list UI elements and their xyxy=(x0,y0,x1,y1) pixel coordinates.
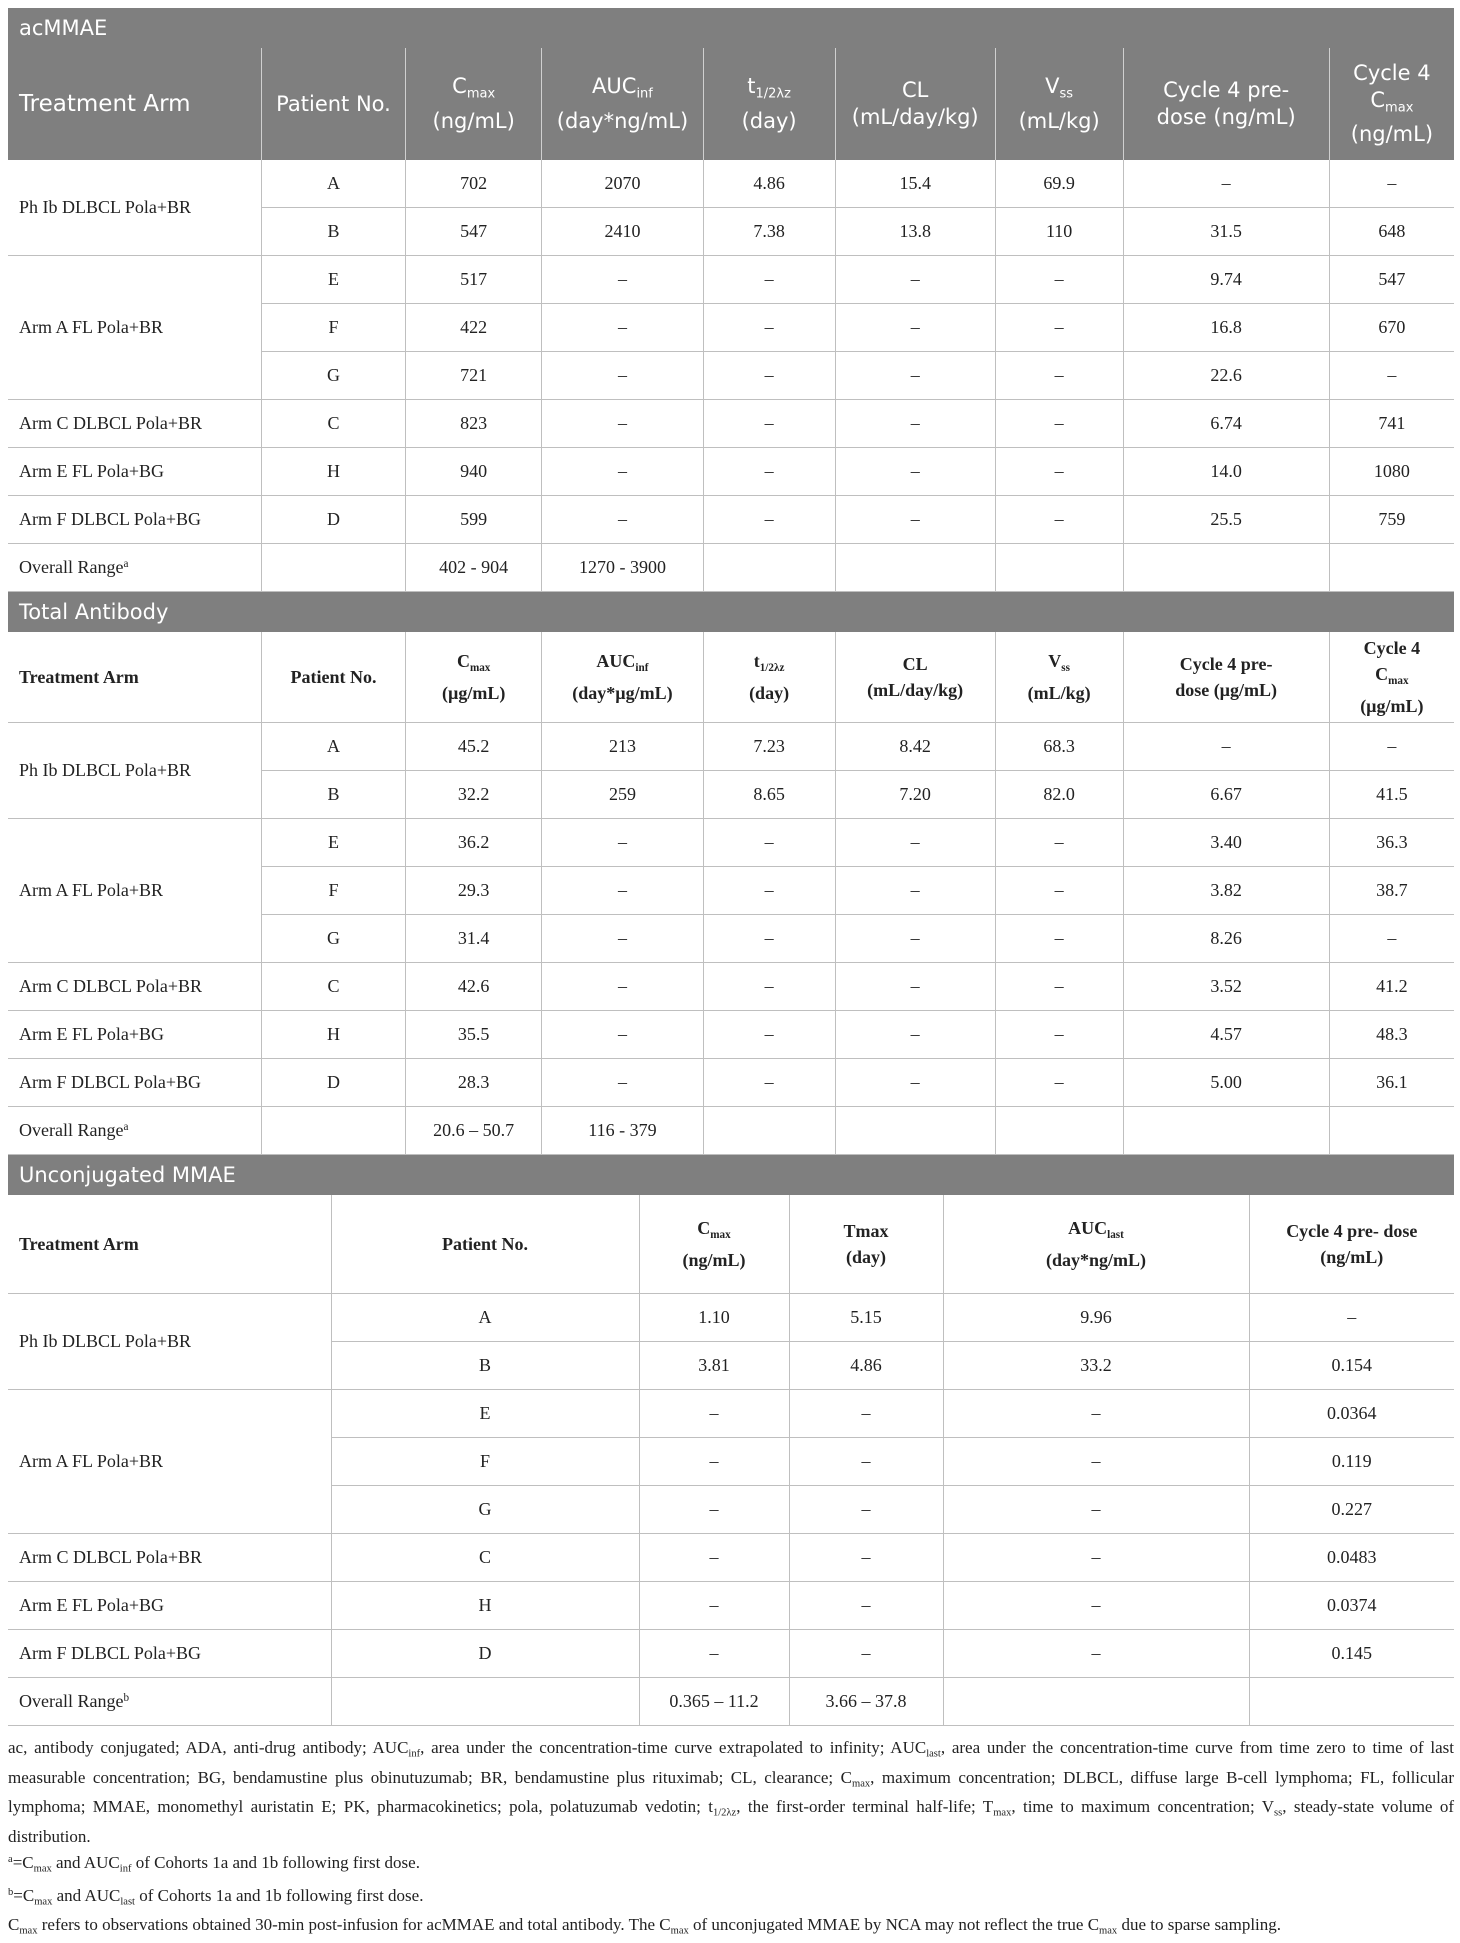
value-cell: – xyxy=(542,1011,703,1059)
overall-range-cell xyxy=(995,1107,1123,1155)
value-cell: – xyxy=(835,819,995,867)
value-cell: 4.57 xyxy=(1123,1011,1329,1059)
value-cell: 5.00 xyxy=(1123,1059,1329,1107)
value-cell: – xyxy=(1329,352,1454,400)
value-cell: 0.145 xyxy=(1249,1630,1454,1678)
treatment-arm-cell: Ph Ib DLBCL Pola+BR xyxy=(8,160,262,256)
header-treatment-arm: Treatment Arm xyxy=(8,48,262,160)
value-cell: – xyxy=(542,963,703,1011)
footnote-marker: a xyxy=(123,1120,129,1133)
value-cell: 213 xyxy=(542,723,703,771)
table-row xyxy=(8,1390,1454,1438)
value-cell: – xyxy=(789,1486,943,1534)
overall-range-row xyxy=(8,544,1454,592)
value-cell: 547 xyxy=(405,208,541,256)
overall-range-cell xyxy=(943,1678,1249,1726)
value-cell: – xyxy=(703,1011,835,1059)
value-cell: 1080 xyxy=(1329,448,1454,496)
value-cell: 4.86 xyxy=(789,1342,943,1390)
value-cell: – xyxy=(639,1582,789,1630)
overall-range-cell: 20.6 – 50.7 xyxy=(405,1107,541,1155)
table-row xyxy=(8,1630,1454,1678)
value-cell: 670 xyxy=(1329,304,1454,352)
patient-no-cell: F xyxy=(262,867,406,915)
value-cell: 940 xyxy=(405,448,541,496)
value-cell: – xyxy=(995,304,1123,352)
table-row xyxy=(8,496,1454,544)
value-cell: 5.15 xyxy=(789,1294,943,1342)
value-cell: – xyxy=(835,963,995,1011)
table-footnotes xyxy=(8,1736,1454,1943)
value-cell: 3.52 xyxy=(1123,963,1329,1011)
value-cell: – xyxy=(835,448,995,496)
footnote-b: $^b=C_{max}$ and $AUC_{last}$ of Cohorts 1a and 1b following first dose. xyxy=(8,1885,424,1908)
overall-range-cell xyxy=(835,544,995,592)
value-cell: – xyxy=(542,496,703,544)
header-tmax: Tmax (day) xyxy=(789,1195,943,1294)
value-cell: – xyxy=(995,867,1123,915)
value-cell: 547 xyxy=(1329,256,1454,304)
value-cell: – xyxy=(995,352,1123,400)
value-cell: – xyxy=(995,400,1123,448)
value-cell: 35.5 xyxy=(405,1011,541,1059)
value-cell: 36.2 xyxy=(405,819,541,867)
value-cell: 0.154 xyxy=(1249,1342,1454,1390)
value-cell: – xyxy=(995,1059,1123,1107)
treatment-arm-cell: Ph Ib DLBCL Pola+BR xyxy=(8,1294,331,1390)
overall-range-cell xyxy=(1329,544,1454,592)
value-cell: 759 xyxy=(1329,496,1454,544)
value-cell: – xyxy=(542,867,703,915)
value-cell: 7.20 xyxy=(835,771,995,819)
value-cell: – xyxy=(542,1059,703,1107)
value-cell: – xyxy=(995,256,1123,304)
patient-no-cell: B xyxy=(262,771,406,819)
value-cell: 8.65 xyxy=(703,771,835,819)
total-antibody-table xyxy=(8,592,1454,1155)
value-cell: – xyxy=(639,1534,789,1582)
overall-range-cell: 3.66 – 37.8 xyxy=(789,1678,943,1726)
value-cell: 6.74 xyxy=(1123,400,1329,448)
header-vss: $V_{ss}$ (mL/kg) xyxy=(995,48,1123,160)
overall-range-cell xyxy=(262,1107,406,1155)
treatment-arm-cell: Arm F DLBCL Pola+BG xyxy=(8,1059,262,1107)
value-cell: – xyxy=(703,496,835,544)
value-cell: 7.38 xyxy=(703,208,835,256)
table-row xyxy=(8,256,1454,304)
treatment-arm-cell: Arm C DLBCL Pola+BR xyxy=(8,400,262,448)
value-cell: 6.67 xyxy=(1123,771,1329,819)
value-cell: 1.10 xyxy=(639,1294,789,1342)
value-cell: – xyxy=(995,915,1123,963)
value-cell: 3.81 xyxy=(639,1342,789,1390)
header-cl: CL (mL/day/kg) xyxy=(835,48,995,160)
value-cell: – xyxy=(639,1630,789,1678)
value-cell: 31.4 xyxy=(405,915,541,963)
value-cell: 25.5 xyxy=(1123,496,1329,544)
treatment-arm-cell: Arm E FL Pola+BG xyxy=(8,1582,331,1630)
header-cycle4-predose: Cycle 4 pre- dose (µg/mL) xyxy=(1123,632,1329,723)
section-title: acMMAE xyxy=(8,8,1454,48)
value-cell: – xyxy=(943,1486,1249,1534)
overall-range-cell xyxy=(1123,544,1329,592)
overall-range-cell xyxy=(1123,1107,1329,1155)
overall-range-row xyxy=(8,1107,1454,1155)
value-cell: 36.1 xyxy=(1329,1059,1454,1107)
table-row xyxy=(8,1582,1454,1630)
overall-range-label: Overall Range$^a$ xyxy=(8,544,262,592)
patient-no-cell: C xyxy=(262,963,406,1011)
value-cell: – xyxy=(703,400,835,448)
value-cell: – xyxy=(995,1011,1123,1059)
patient-no-cell: A xyxy=(262,723,406,771)
value-cell: 42.6 xyxy=(405,963,541,1011)
overall-range-cell: 402 - 904 xyxy=(405,544,541,592)
header-cycle4-cmax: Cycle 4 $C_{max}$ (µg/mL) xyxy=(1329,632,1454,723)
header-vss: $V_{ss}$ (mL/kg) xyxy=(995,632,1123,723)
header-treatment-arm: Treatment Arm xyxy=(8,1195,331,1294)
patient-no-cell: H xyxy=(262,1011,406,1059)
overall-range-cell xyxy=(1249,1678,1454,1726)
table-row xyxy=(8,448,1454,496)
patient-no-cell: D xyxy=(262,1059,406,1107)
value-cell: – xyxy=(542,448,703,496)
value-cell: 38.7 xyxy=(1329,867,1454,915)
unconjugated-mmae-table xyxy=(8,1155,1454,1726)
overall-range-cell: 1270 - 3900 xyxy=(542,544,703,592)
value-cell: – xyxy=(789,1390,943,1438)
value-cell: – xyxy=(703,867,835,915)
overall-range-cell xyxy=(703,544,835,592)
patient-no-cell: C xyxy=(262,400,406,448)
value-cell: – xyxy=(943,1630,1249,1678)
header-auc: $AUC_{inf}$ (day*µg/mL) xyxy=(542,632,703,723)
value-cell: – xyxy=(835,1059,995,1107)
value-cell: 8.26 xyxy=(1123,915,1329,963)
patient-no-cell: D xyxy=(262,496,406,544)
value-cell: – xyxy=(1249,1294,1454,1342)
patient-no-cell: E xyxy=(262,819,406,867)
value-cell: – xyxy=(835,256,995,304)
patient-no-cell: C xyxy=(331,1534,639,1582)
footnote-marker: b xyxy=(123,1691,130,1704)
value-cell: 0.0364 xyxy=(1249,1390,1454,1438)
table-row xyxy=(8,1059,1454,1107)
value-cell: 82.0 xyxy=(995,771,1123,819)
patient-no-cell: E xyxy=(262,256,406,304)
header-cycle4-predose: Cycle 4 pre- dose (ng/mL) xyxy=(1249,1195,1454,1294)
value-cell: – xyxy=(835,400,995,448)
value-cell: 7.23 xyxy=(703,723,835,771)
table-row xyxy=(8,819,1454,867)
overall-range-label: Overall Range$^a$ xyxy=(8,1107,262,1155)
treatment-arm-cell: Arm F DLBCL Pola+BG xyxy=(8,1630,331,1678)
value-cell: 41.2 xyxy=(1329,963,1454,1011)
value-cell: – xyxy=(995,963,1123,1011)
value-cell: 721 xyxy=(405,352,541,400)
value-cell: – xyxy=(995,819,1123,867)
value-cell: 28.3 xyxy=(405,1059,541,1107)
header-cl: CL (mL/day/kg) xyxy=(835,632,995,723)
value-cell: – xyxy=(943,1534,1249,1582)
acmmae-table xyxy=(8,8,1454,592)
footnote-marker: a xyxy=(123,557,129,570)
footnote-cmax-note: $C_{max}$ refers to observations obtained 30-min post-infusion for acMMAE and total antibody. The $C_{max}$ of unconjugated MMAE by NCA may not reflect the true $C_{max}$ due to sparse sampling. xyxy=(8,1915,1282,1937)
footnote-abbreviations: ac, antibody conjugated; ADA, anti-drug antibody; $AUC_{inf}$, area under the concentration-time curve extrapolated to infinity; $AUC_{last}$, area under the concentration-time curve from time zero to time of last measurable concentration; BG, bendamustine plus obinutuzumab; BR, bendamustine plus rituximab; CL, clearance; $C_{max}$, maximum concentration; DLBCL, diffuse large B-cell lymphoma; FL, follicular lymphoma; MMAE, monomethyl auristatin E; PK, pharmacokinetics; pola, polatuzumab vedotin; $t_{1/2\lambda z}$, the first-order terminal half-life; $T_{max}$, time to maximum concentration; $V_{ss}$, steady-state volume of distribution. xyxy=(8,1738,1455,1847)
treatment-arm-cell: Ph Ib DLBCL Pola+BR xyxy=(8,723,262,819)
overall-range-cell xyxy=(262,544,406,592)
treatment-arm-cell: Arm C DLBCL Pola+BR xyxy=(8,963,262,1011)
value-cell: – xyxy=(542,304,703,352)
value-cell: – xyxy=(703,448,835,496)
overall-range-cell xyxy=(703,1107,835,1155)
unconjugated-mmae-table-body xyxy=(8,1294,1454,1726)
value-cell: 32.2 xyxy=(405,771,541,819)
patient-no-cell: D xyxy=(331,1630,639,1678)
value-cell: – xyxy=(1123,723,1329,771)
table-row xyxy=(8,1534,1454,1582)
total-antibody-table-body xyxy=(8,723,1454,1155)
overall-range-label: Overall Range$^b$ xyxy=(8,1678,331,1726)
patient-no-cell: B xyxy=(331,1342,639,1390)
value-cell: – xyxy=(1329,723,1454,771)
header-thalf: $t_{1/2\lambda z}$ (day) xyxy=(703,48,835,160)
table-row xyxy=(8,160,1454,208)
value-cell: 9.96 xyxy=(943,1294,1249,1342)
treatment-arm-cell: Arm A FL Pola+BR xyxy=(8,256,262,400)
value-cell: 9.74 xyxy=(1123,256,1329,304)
value-cell: – xyxy=(542,400,703,448)
treatment-arm-cell: Arm A FL Pola+BR xyxy=(8,1390,331,1534)
acmmae-table-body xyxy=(8,160,1454,592)
value-cell: – xyxy=(639,1486,789,1534)
header-patient-no: Patient No. xyxy=(262,632,406,723)
patient-no-cell: A xyxy=(262,160,406,208)
value-cell: 2410 xyxy=(542,208,703,256)
value-cell: – xyxy=(835,1011,995,1059)
patient-no-cell: H xyxy=(331,1582,639,1630)
value-cell: – xyxy=(703,819,835,867)
value-cell: – xyxy=(542,915,703,963)
header-cycle4-cmax: Cycle 4 $C_{max}$ (ng/mL) xyxy=(1329,48,1454,160)
value-cell: 14.0 xyxy=(1123,448,1329,496)
value-cell: – xyxy=(943,1390,1249,1438)
value-cell: – xyxy=(1123,160,1329,208)
table-row xyxy=(8,963,1454,1011)
treatment-arm-cell: Arm E FL Pola+BG xyxy=(8,1011,262,1059)
value-cell: 741 xyxy=(1329,400,1454,448)
value-cell: 648 xyxy=(1329,208,1454,256)
patient-no-cell: G xyxy=(262,915,406,963)
treatment-arm-cell: Arm F DLBCL Pola+BG xyxy=(8,496,262,544)
patient-no-cell: H xyxy=(262,448,406,496)
value-cell: 3.82 xyxy=(1123,867,1329,915)
value-cell: 4.86 xyxy=(703,160,835,208)
header-patient-no: Patient No. xyxy=(262,48,406,160)
value-cell: 0.227 xyxy=(1249,1486,1454,1534)
value-cell: 0.119 xyxy=(1249,1438,1454,1486)
table-row xyxy=(8,400,1454,448)
value-cell: – xyxy=(789,1582,943,1630)
value-cell: 110 xyxy=(995,208,1123,256)
header-auc: $AUC_{last}$ (day*ng/mL) xyxy=(943,1195,1249,1294)
value-cell: – xyxy=(1329,915,1454,963)
value-cell: 422 xyxy=(405,304,541,352)
value-cell: – xyxy=(835,352,995,400)
value-cell: – xyxy=(542,352,703,400)
value-cell: – xyxy=(943,1438,1249,1486)
value-cell: 823 xyxy=(405,400,541,448)
treatment-arm-cell: Arm C DLBCL Pola+BR xyxy=(8,1534,331,1582)
header-auc: $AUC_{inf}$ (day*ng/mL) xyxy=(542,48,703,160)
value-cell: 33.2 xyxy=(943,1342,1249,1390)
table-row xyxy=(8,1294,1454,1342)
overall-range-cell: 116 - 379 xyxy=(542,1107,703,1155)
header-cmax: $C_{max}$ (ng/mL) xyxy=(639,1195,789,1294)
value-cell: 29.3 xyxy=(405,867,541,915)
value-cell: – xyxy=(639,1438,789,1486)
value-cell: – xyxy=(703,352,835,400)
patient-no-cell: E xyxy=(331,1390,639,1438)
value-cell: – xyxy=(995,496,1123,544)
value-cell: – xyxy=(835,496,995,544)
header-patient-no: Patient No. xyxy=(331,1195,639,1294)
pk-table-document xyxy=(8,8,1454,1943)
overall-range-cell xyxy=(1329,1107,1454,1155)
value-cell: 48.3 xyxy=(1329,1011,1454,1059)
value-cell: 2070 xyxy=(542,160,703,208)
value-cell: – xyxy=(1329,160,1454,208)
overall-range-cell xyxy=(995,544,1123,592)
header-cycle4-predose: Cycle 4 pre- dose (ng/mL) xyxy=(1123,48,1329,160)
value-cell: – xyxy=(995,448,1123,496)
treatment-arm-cell: Arm E FL Pola+BG xyxy=(8,448,262,496)
value-cell: – xyxy=(789,1438,943,1486)
table-row xyxy=(8,723,1454,771)
value-cell: – xyxy=(542,256,703,304)
value-cell: 517 xyxy=(405,256,541,304)
value-cell: 0.0374 xyxy=(1249,1582,1454,1630)
value-cell: 22.6 xyxy=(1123,352,1329,400)
header-treatment-arm: Treatment Arm xyxy=(8,632,262,723)
patient-no-cell: A xyxy=(331,1294,639,1342)
value-cell: – xyxy=(542,819,703,867)
value-cell: 16.8 xyxy=(1123,304,1329,352)
value-cell: – xyxy=(639,1390,789,1438)
table-row xyxy=(8,1011,1454,1059)
overall-range-row xyxy=(8,1678,1454,1726)
patient-no-cell: G xyxy=(262,352,406,400)
section-title: Unconjugated MMAE xyxy=(8,1155,1454,1195)
value-cell: – xyxy=(835,867,995,915)
header-cmax: $C_{max}$ (ng/mL) xyxy=(405,48,541,160)
value-cell: – xyxy=(789,1630,943,1678)
value-cell: 36.3 xyxy=(1329,819,1454,867)
patient-no-cell: B xyxy=(262,208,406,256)
value-cell: – xyxy=(703,915,835,963)
value-cell: 0.0483 xyxy=(1249,1534,1454,1582)
value-cell: – xyxy=(703,304,835,352)
value-cell: – xyxy=(835,304,995,352)
value-cell: – xyxy=(789,1534,943,1582)
value-cell: 31.5 xyxy=(1123,208,1329,256)
value-cell: 15.4 xyxy=(835,160,995,208)
value-cell: 69.9 xyxy=(995,160,1123,208)
value-cell: 3.40 xyxy=(1123,819,1329,867)
value-cell: 41.5 xyxy=(1329,771,1454,819)
header-cmax: $C_{max}$ (µg/mL) xyxy=(405,632,541,723)
value-cell: 702 xyxy=(405,160,541,208)
value-cell: 599 xyxy=(405,496,541,544)
value-cell: – xyxy=(943,1582,1249,1630)
treatment-arm-cell: Arm A FL Pola+BR xyxy=(8,819,262,963)
value-cell: 259 xyxy=(542,771,703,819)
value-cell: – xyxy=(835,915,995,963)
value-cell: – xyxy=(703,1059,835,1107)
patient-no-cell: F xyxy=(262,304,406,352)
overall-range-cell xyxy=(331,1678,639,1726)
overall-range-cell: 0.365 – 11.2 xyxy=(639,1678,789,1726)
value-cell: 13.8 xyxy=(835,208,995,256)
section-title: Total Antibody xyxy=(8,592,1454,632)
header-thalf: $t_{1/2\lambda z}$ (day) xyxy=(703,632,835,723)
value-cell: 68.3 xyxy=(995,723,1123,771)
value-cell: – xyxy=(703,256,835,304)
overall-range-cell xyxy=(835,1107,995,1155)
value-cell: 8.42 xyxy=(835,723,995,771)
value-cell: 45.2 xyxy=(405,723,541,771)
value-cell: – xyxy=(703,963,835,1011)
footnote-a: $^a=C_{max}$ and $AUC_{inf}$ of Cohorts 1a and 1b following first dose. xyxy=(8,1852,420,1875)
patient-no-cell: F xyxy=(331,1438,639,1486)
patient-no-cell: G xyxy=(331,1486,639,1534)
